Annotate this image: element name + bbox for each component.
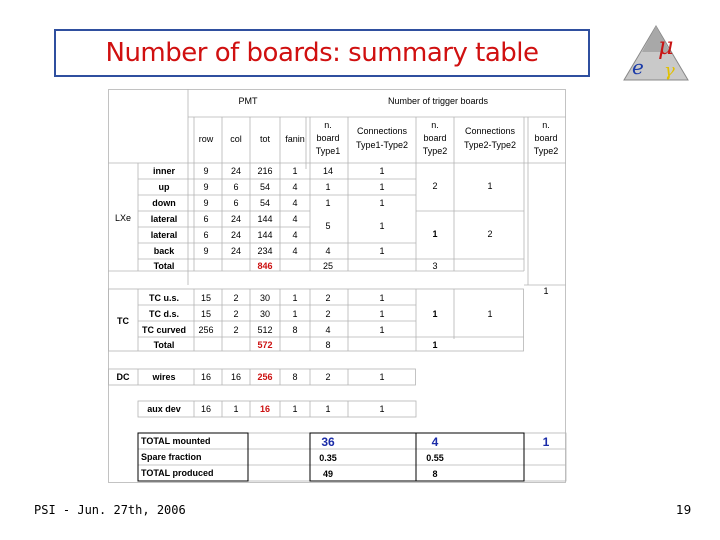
header-row: row (198, 134, 214, 144)
lxe-total-pmt: 846 (257, 261, 273, 271)
dc-row-cell: 8 (292, 372, 298, 382)
title-frame (54, 29, 590, 77)
lxe-total-label: Total (153, 261, 175, 271)
lxe-row-cell: 4 (292, 230, 298, 240)
lxe-row-cell: 1 (325, 198, 331, 208)
summary-table (108, 89, 568, 485)
dc-row-cell: 16 (200, 372, 212, 382)
tc-row-cell: 256 (198, 325, 214, 335)
footer-date: PSI - Jun. 27th, 2006 (34, 503, 186, 517)
lxe-row-cell: 9 (203, 182, 209, 192)
lxe-row-cell: 24 (230, 166, 242, 176)
lxe-total-b2: 3 (432, 261, 438, 271)
lxe-total-b1: 25 (322, 261, 334, 271)
summary-produced-b1: 49 (322, 469, 334, 479)
tc-total-b1: 8 (325, 340, 331, 350)
lxe-row-cell: 24 (230, 230, 242, 240)
lxe-g1-n2: 2 (432, 181, 438, 191)
tc-row-cell: 1 (379, 325, 385, 335)
lxe-row-cell: 4 (292, 246, 298, 256)
header-tot: tot (259, 134, 271, 144)
lxe-row-cell: back (153, 246, 175, 256)
tc-row-cell: 1 (379, 293, 385, 303)
header-nboard2a-l3: Type2 (422, 146, 448, 156)
header-nboard2a-l2: board (423, 133, 447, 143)
lxe-row-cell: 9 (203, 198, 209, 208)
tc-row-cell: 2 (233, 293, 239, 303)
lxe-row-cell: 216 (257, 166, 273, 176)
summary-produced-b2: 8 (432, 469, 438, 479)
lxe-row-cell: lateral (150, 214, 178, 224)
tc-row-cell: TC d.s. (148, 309, 180, 319)
aux-row-cell: 16 (259, 404, 271, 414)
lxe-row-cell: 9 (203, 166, 209, 176)
lxe-row-cell: 1 (325, 182, 331, 192)
lxe-row-cell: 144 (257, 214, 273, 224)
tc-row-cell: 2 (233, 325, 239, 335)
lxe-row-cell: 54 (259, 182, 271, 192)
lxe-lateral-boards: 5 (325, 221, 331, 231)
tc-row-cell: 1 (292, 293, 298, 303)
tc-total-label: Total (153, 340, 175, 350)
dc-label: DC (116, 372, 130, 382)
lxe-row-cell: 24 (230, 246, 242, 256)
lxe-row-cell: down (152, 198, 176, 208)
dc-row-cell: 2 (325, 372, 331, 382)
tc-total-pmt: 572 (257, 340, 273, 350)
header-nboard2a-l1: n. (431, 120, 439, 130)
header-conn22-l1: Connections (464, 126, 516, 136)
tc-row-cell: TC u.s. (148, 293, 180, 303)
summary-spare-b2: 0.55 (426, 453, 444, 463)
tc-row-cell: 4 (325, 325, 331, 335)
tc-row-cell: 15 (200, 293, 212, 303)
lxe-row-cell: lateral (150, 230, 178, 240)
aux-row-cell: 16 (200, 404, 212, 414)
dc-row-cell: wires (152, 372, 176, 382)
summary-mounted-b1: 36 (321, 435, 335, 449)
svg-text:γ: γ (664, 60, 675, 81)
header-pmt: PMT (238, 96, 258, 106)
lxe-g2-n2: 1 (432, 229, 438, 239)
header-conn22-l2: Type2-Type2 (463, 140, 517, 150)
lxe-lateral-conn: 1 (379, 221, 385, 231)
header-trigger-boards: Number of trigger boards (387, 96, 489, 106)
aux-row-cell: aux dev (147, 404, 181, 414)
tc-row-cell: 30 (259, 309, 271, 319)
lxe-row-cell: 9 (203, 246, 209, 256)
tc-conn: 1 (487, 309, 493, 319)
dc-row-cell: 16 (230, 372, 242, 382)
summary-mounted-b3: 1 (542, 435, 550, 449)
summary-spare-b1: 0.35 (319, 453, 337, 463)
lxe-row-cell: 4 (292, 198, 298, 208)
lxe-row-cell: 6 (203, 214, 209, 224)
svg-text:e: e (632, 55, 644, 79)
aux-row-cell: 1 (233, 404, 239, 414)
header-nboard1-l2: board (316, 133, 340, 143)
tc-row-cell: 2 (233, 309, 239, 319)
summary-mounted-b2: 4 (431, 435, 439, 449)
header-nboard2b-l2: board (534, 133, 558, 143)
lxe-label: LXe (114, 213, 132, 223)
lxe-row-cell: 4 (292, 182, 298, 192)
lxe-row-cell: 4 (292, 214, 298, 224)
meg-logo-icon (622, 24, 690, 82)
header-fanin: fanin (285, 134, 305, 144)
lxe-row-cell: 1 (379, 182, 385, 192)
tc-row-cell: 512 (257, 325, 273, 335)
lxe-row-cell: up (158, 182, 170, 192)
tc-row-cell: TC curved (141, 325, 187, 335)
lxe-row-cell: 144 (257, 230, 273, 240)
tc-row-cell: 1 (379, 309, 385, 319)
summary-mounted-label: TOTAL mounted (141, 436, 211, 446)
slide-title: Number of boards: summary table (105, 38, 539, 68)
lxe-row-cell: 24 (230, 214, 242, 224)
page-number: 19 (676, 503, 692, 517)
lxe-row-cell: 6 (233, 182, 239, 192)
lxe-row-cell: 1 (379, 198, 385, 208)
lxe-row-cell: 54 (259, 198, 271, 208)
lxe-row-cell: 14 (322, 166, 334, 176)
lxe-row-cell: 4 (325, 246, 331, 256)
aux-row-cell: 1 (379, 404, 385, 414)
tc-n2: 1 (432, 309, 438, 319)
tc-row-cell: 2 (325, 293, 331, 303)
lxe-row-cell: 6 (203, 230, 209, 240)
tc-total-b2: 1 (432, 340, 438, 350)
right-n2: 1 (543, 286, 549, 296)
dc-row-cell: 256 (257, 372, 273, 382)
lxe-row-cell: 1 (292, 166, 298, 176)
tc-row-cell: 1 (292, 309, 298, 319)
aux-row-cell: 1 (292, 404, 298, 414)
header-nboard1-l3: Type1 (315, 146, 341, 156)
tc-label: TC (117, 316, 129, 326)
tc-row-cell: 15 (200, 309, 212, 319)
lxe-row-cell: 1 (379, 246, 385, 256)
lxe-row-cell: 1 (379, 166, 385, 176)
header-nboard2b-l1: n. (542, 120, 550, 130)
dc-row-cell: 1 (379, 372, 385, 382)
svg-text:μ: μ (658, 32, 674, 60)
header-conn12-l1: Connections (356, 126, 408, 136)
header-col: col (230, 134, 242, 144)
lxe-row-cell: 6 (233, 198, 239, 208)
lxe-g1-conn: 1 (487, 181, 493, 191)
tc-row-cell: 2 (325, 309, 331, 319)
lxe-row-cell: inner (152, 166, 176, 176)
header-conn12-l2: Type1-Type2 (355, 140, 409, 150)
header-nboard2b-l3: Type2 (533, 146, 559, 156)
lxe-g2-conn: 2 (487, 229, 493, 239)
summary-spare-label: Spare fraction (141, 452, 202, 462)
lxe-row-cell: 234 (257, 246, 273, 256)
tc-row-cell: 8 (292, 325, 298, 335)
aux-row-cell: 1 (325, 404, 331, 414)
header-nboard1-l1: n. (324, 120, 332, 130)
tc-row-cell: 30 (259, 293, 271, 303)
summary-produced-label: TOTAL produced (141, 468, 214, 478)
